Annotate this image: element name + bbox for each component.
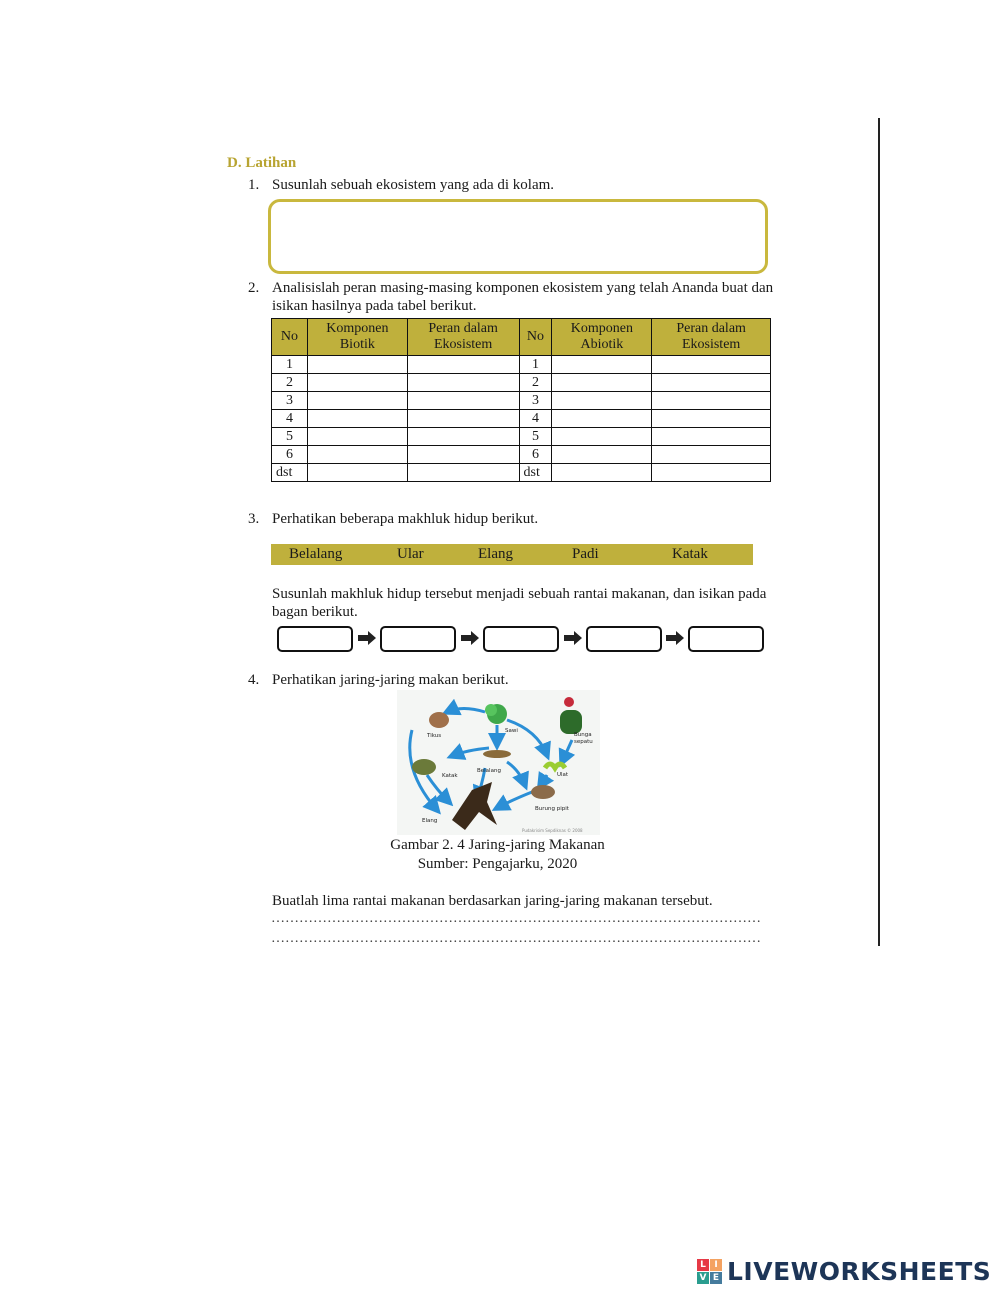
abiotic-role-cell[interactable]	[652, 446, 771, 464]
organism-list	[271, 544, 753, 565]
table-row	[272, 446, 771, 464]
row-number: 6	[519, 446, 552, 464]
food-web-figure	[397, 690, 600, 835]
caterpillar-image	[545, 764, 565, 768]
label-katak: Katak	[442, 773, 458, 779]
row-number: 4	[272, 410, 308, 428]
abiotic-cell[interactable]	[552, 428, 652, 446]
abiotic-role-cell[interactable]	[652, 464, 771, 482]
grasshopper-image	[483, 750, 511, 758]
biotic-cell[interactable]	[307, 446, 407, 464]
header-biotic-role: Peran dalam Ekosistem	[407, 319, 519, 356]
header-biotic: Komponen Biotik	[307, 319, 407, 356]
abiotic-role-cell[interactable]	[652, 374, 771, 392]
biotic-cell[interactable]	[307, 356, 407, 374]
row-number: 5	[519, 428, 552, 446]
table-row	[272, 392, 771, 410]
q4-instruction: Buatlah lima rantai makanan berdasarkan jaring-jaring makanan tersebut.	[272, 893, 713, 909]
q1-answer-box[interactable]	[268, 199, 768, 274]
row-number: 3	[519, 392, 552, 410]
row-number: 3	[272, 392, 308, 410]
label-burung: Burung pipit	[535, 806, 569, 812]
label-belalang: Belalang	[477, 768, 501, 774]
q3-number: 3.	[248, 511, 260, 527]
biotic-cell[interactable]	[307, 374, 407, 392]
food-chain-box-1[interactable]	[277, 626, 353, 652]
figure-caption: Gambar 2. 4 Jaring-jaring Makanan	[390, 837, 605, 853]
table-row	[272, 374, 771, 392]
arrow-right-icon	[564, 631, 582, 645]
food-chain-box-4[interactable]	[586, 626, 662, 652]
food-chain-box-5[interactable]	[688, 626, 764, 652]
mouse-image	[429, 712, 449, 728]
biotic-role-cell[interactable]	[407, 356, 519, 374]
abiotic-role-cell[interactable]	[652, 356, 771, 374]
biotic-cell[interactable]	[307, 410, 407, 428]
table-row	[272, 464, 771, 482]
biotic-role-cell[interactable]	[407, 428, 519, 446]
row-number: 5	[272, 428, 308, 446]
biotic-role-cell[interactable]	[407, 374, 519, 392]
q3-instruction: Susunlah makhluk hidup tersebut menjadi sebuah rantai makanan, dan isikan pada bagan berikut.	[272, 586, 767, 620]
label-ulat: Ulat	[557, 772, 569, 778]
food-chain-box-2[interactable]	[380, 626, 456, 652]
answer-line-2[interactable]: ……………………………………………………………………………………………	[271, 931, 761, 946]
organism-item: Elang	[478, 546, 513, 562]
label-bunga: Bunga	[574, 732, 592, 738]
biotic-role-cell[interactable]	[407, 446, 519, 464]
food-chain-box-3[interactable]	[483, 626, 559, 652]
table-row	[272, 428, 771, 446]
sparrow-image	[531, 785, 555, 799]
q3-text: Perhatikan beberapa makhluk hidup berikut.	[272, 511, 539, 527]
row-number: 1	[519, 356, 552, 374]
logo-text: LIVEWORKSHEETS	[727, 1256, 992, 1286]
logo-mark-icon: L I V E	[697, 1259, 722, 1284]
biotic-role-cell[interactable]	[407, 392, 519, 410]
row-number: 1	[272, 356, 308, 374]
abiotic-cell[interactable]	[552, 410, 652, 428]
table-header-row	[272, 319, 771, 356]
liveworksheets-logo	[697, 1256, 991, 1286]
header-no: No	[272, 319, 308, 356]
label-elang: Elang	[422, 818, 438, 824]
q4-text: Perhatikan jaring-jaring makan berikut.	[272, 672, 509, 688]
abiotic-role-cell[interactable]	[652, 428, 771, 446]
q1-number: 1.	[248, 177, 260, 193]
abiotic-cell[interactable]	[552, 374, 652, 392]
hibiscus-image	[564, 697, 574, 707]
ecosystem-table	[271, 318, 771, 482]
row-number: dst	[519, 464, 552, 482]
organism-item: Ular	[397, 546, 424, 562]
q1-text: Susunlah sebuah ekosistem yang ada di kolam.	[272, 177, 555, 193]
frog-image	[412, 759, 436, 775]
row-number: 2	[272, 374, 308, 392]
header-abiotic-role: Peran dalam Ekosistem	[652, 319, 771, 356]
organism-item: Katak	[672, 546, 708, 562]
biotic-cell[interactable]	[307, 392, 407, 410]
figure-source: Sumber: Pengajarku, 2020	[417, 856, 578, 872]
row-number: 4	[519, 410, 552, 428]
section-title: D. Latihan	[227, 155, 297, 171]
arrow-right-icon	[666, 631, 684, 645]
table-row	[272, 356, 771, 374]
figure-watermark: Pudakrisim Sepdiknas © 2008	[522, 828, 583, 833]
abiotic-role-cell[interactable]	[652, 392, 771, 410]
label-sawi: Sawi	[505, 728, 518, 734]
arrow-right-icon	[358, 631, 376, 645]
biotic-role-cell[interactable]	[407, 464, 519, 482]
label-tikus: Tikus	[427, 733, 442, 739]
arrow-right-icon	[461, 631, 479, 645]
row-number: 6	[272, 446, 308, 464]
abiotic-cell[interactable]	[552, 446, 652, 464]
biotic-role-cell[interactable]	[407, 410, 519, 428]
abiotic-cell[interactable]	[552, 464, 652, 482]
biotic-cell[interactable]	[307, 428, 407, 446]
abiotic-role-cell[interactable]	[652, 410, 771, 428]
q2-number: 2.	[248, 280, 260, 296]
q4-number: 4.	[248, 672, 260, 688]
biotic-cell[interactable]	[307, 464, 407, 482]
answer-line-1[interactable]: ……………………………………………………………………………………………	[271, 911, 761, 926]
abiotic-cell[interactable]	[552, 392, 652, 410]
organism-item: Belalang	[289, 546, 343, 562]
header-abiotic: Komponen Abiotik	[552, 319, 652, 356]
q2-text: Analisislah peran masing-masing komponen ekosistem yang telah Ananda buat dan isikan hasilnya pada tabel berikut.	[272, 280, 774, 314]
row-number: 2	[519, 374, 552, 392]
header-no: No	[519, 319, 552, 356]
table-row	[272, 410, 771, 428]
organism-item: Padi	[572, 546, 599, 562]
label-sepatu: sepatu	[574, 739, 593, 745]
page-right-border	[878, 118, 880, 946]
row-number: dst	[272, 464, 308, 482]
abiotic-cell[interactable]	[552, 356, 652, 374]
